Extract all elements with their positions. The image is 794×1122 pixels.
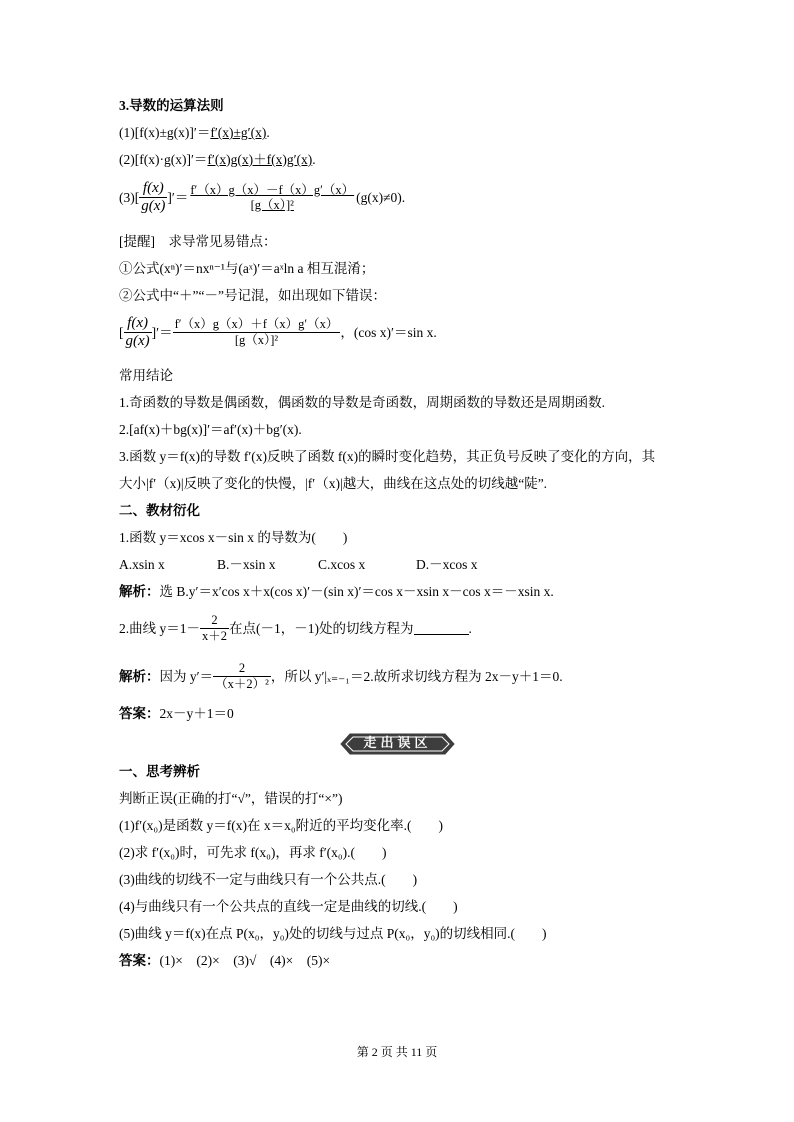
option-a: A.xsin x	[119, 557, 165, 572]
conclusion-2: 2.[af(x)＋bg(x)]′＝af′(x)＋bg′(x).	[119, 422, 302, 437]
rule-3-fraction-fg	[139, 180, 167, 215]
question-2-fraction	[200, 613, 229, 644]
rule-3-fd: g(x)	[141, 198, 166, 215]
option-b: B.－xsin x	[217, 557, 276, 572]
wrong-formula-mid: ]′＝	[151, 324, 173, 340]
answer-blank[interactable]	[414, 622, 469, 635]
question-2-answer	[119, 705, 234, 723]
judgement-item: (5)曲线 y＝f(x)在点 P(x₀，y₀)处的切线与过点 P(x₀，y₀)的切线相同.( )	[119, 926, 547, 941]
judgement-answers	[119, 952, 330, 970]
judgement-intro: 判断正误(正确的打“√”，错误的打“×”)	[119, 791, 343, 806]
question-1: 1.函数 y＝xcos x－sin x 的导数为( )	[119, 530, 348, 545]
tip-label: [提醒]	[119, 234, 155, 249]
banner-title: 走出误区	[363, 736, 432, 751]
question-2	[119, 608, 472, 649]
question-1-solution	[119, 583, 554, 601]
solution-2-den: （x＋2）²	[215, 677, 269, 692]
option-d: D.－xcos x	[416, 557, 478, 572]
solution-label: 解析：	[119, 584, 160, 599]
rule-1-end: .	[266, 125, 270, 140]
rule-2-answer: f′(x)g(x)＋f(x)g′(x)	[207, 152, 313, 167]
conclusion-1: 1.奇函数的导数是偶函数，偶函数的导数是奇函数，周期函数的导数还是周期函数.	[119, 395, 605, 410]
mistakes-banner	[340, 733, 455, 755]
tip-line	[119, 233, 277, 251]
solution-2-pre: 因为 y′＝	[159, 668, 214, 684]
solution-2-label: 解析：	[119, 668, 160, 684]
rule-3-mid: ]′＝	[167, 189, 189, 205]
page-footer: 第 2 页 共 11 页	[356, 1045, 438, 1059]
question-2-post: 在点(－1，－1)处的切线方程为	[229, 620, 414, 636]
solution-2-fraction	[213, 661, 271, 692]
rule-2	[119, 151, 316, 169]
rule-3-open: (3)[	[119, 189, 140, 205]
judgement-answer-text: (1)× (2)× (3)√ (4)× (5)×	[159, 953, 331, 968]
judgement-item: (2)求 f′(x₀)时，可先求 f(x₀)，再求 f′(x₀).( )	[119, 845, 387, 860]
rule-2-end: .	[312, 152, 316, 167]
judgement-item: (1)f′(x₀)是函数 y＝f(x)在 x＝x₀附近的平均变化率.( )	[119, 818, 443, 833]
rule-1-label: (1)[f(x)±g(x)]′＝	[119, 125, 211, 140]
solution-2-num: 2	[238, 661, 246, 676]
judgement-answer-label: 答案：	[119, 953, 160, 968]
section-heading-rules: 3.导数的运算法则	[119, 98, 224, 113]
judgement-item: (3)曲线的切线不一定与曲线只有一个公共点.( )	[119, 872, 418, 887]
solution-2-post: ，所以 y′|ₓ₌₋₁＝2.故所求切线方程为 2x－y＋1＝0.	[270, 668, 563, 684]
section-thinking-title: 一、思考辨析	[119, 764, 200, 779]
conclusion-3-line-1: 3.函数 y＝f(x)的导数 f′(x)反映了函数 f(x)的瞬时变化趋势，其正负号反映了变化的方向，其	[119, 449, 656, 464]
wrong-formula-fn: f(x)	[127, 315, 148, 332]
rule-3-denominator: [g（x）]²	[250, 197, 294, 212]
option-c: C.xcos x	[318, 557, 366, 572]
wrong-formula-fraction-fg	[124, 315, 152, 350]
conclusion-3-line-2: 大小|f′（x)|反映了变化的快慢，|f′（x)|越大，曲线在这点处的切线越“陡”.	[119, 476, 548, 491]
rule-3-fraction-quotient	[188, 183, 356, 213]
wrong-formula-quotient	[173, 317, 341, 348]
answer-text: 2x－y＋1＝0	[159, 706, 234, 721]
solution-text: 选 B.y′＝x′cos x＋x(cos x)′－(sin x)′＝cos x－xsin x－cos x＝－xsin x.	[159, 584, 554, 599]
section-textbook-title: 二、教材衍化	[119, 503, 200, 518]
rule-1-answer: f′(x)±g′(x)	[210, 125, 267, 140]
rule-1	[119, 124, 270, 142]
question-2-solution	[119, 656, 563, 697]
wrong-formula-end: ，(cos x)′＝sin x.	[340, 324, 437, 340]
wrong-formula-numerator: f′（x）g（x）＋f（x）g′（x）	[174, 317, 339, 332]
tip-text: 求导常见易错点：	[155, 234, 277, 249]
question-2-end: .	[468, 620, 472, 636]
answer-label: 答案：	[119, 706, 160, 721]
rule-3	[119, 178, 405, 217]
rule-3-end: (g(x)≠0).	[356, 189, 406, 205]
wrong-formula-denominator: [g（x）]²	[173, 332, 341, 348]
question-2-num: 2	[211, 613, 218, 628]
question-2-den: x＋2	[202, 629, 228, 644]
wrong-formula-fd: g(x)	[125, 333, 150, 350]
wrong-formula-open: [	[119, 324, 124, 340]
tip-wrong-formula	[119, 313, 437, 352]
judgement-item: (4)与曲线只有一个公共点的直线一定是曲线的切线.( )	[119, 899, 458, 914]
tip-item-1: ①公式(xⁿ)′＝nxⁿ⁻¹与(aˣ)′＝aˣln a 相互混淆；	[119, 261, 375, 276]
rule-3-fn: f(x)	[142, 180, 164, 197]
question-2-pre: 2.曲线 y＝1－	[119, 620, 200, 636]
rule-3-numerator: f′（x）g（x）－f（x）g′（x）	[190, 182, 355, 197]
common-conclusions-title: 常用结论	[119, 368, 173, 383]
tip-item-2: ②公式中“＋”“－”号记混，如出现如下错误：	[119, 288, 386, 303]
rule-2-label: (2)[f(x)·g(x)]′＝	[119, 152, 208, 167]
